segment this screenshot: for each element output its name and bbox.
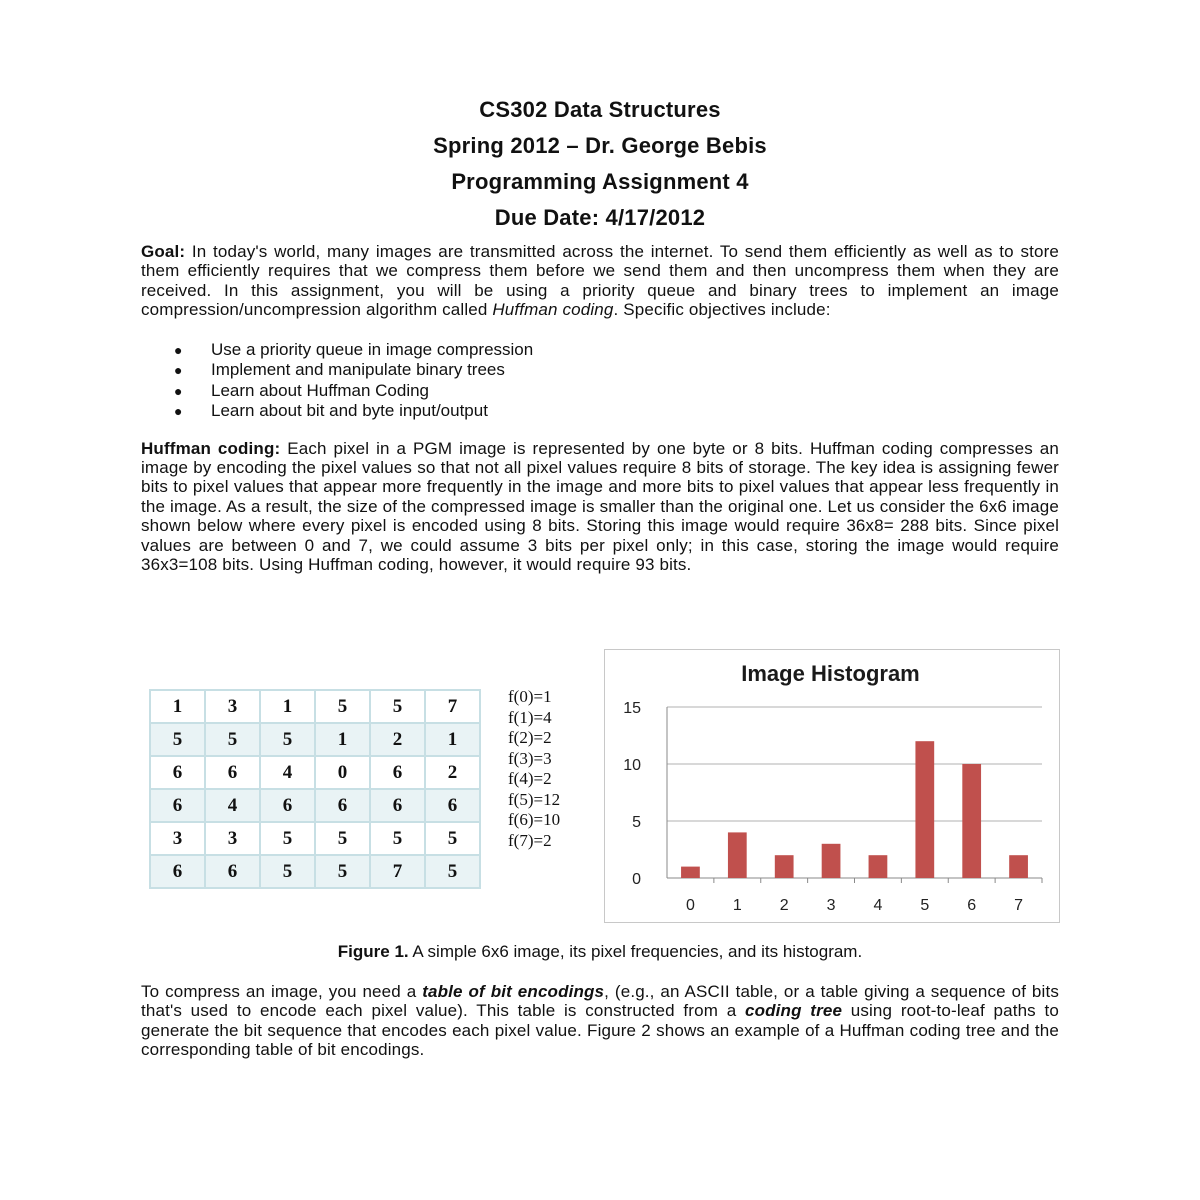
histogram-bar bbox=[775, 855, 794, 878]
grid-cell: 5 bbox=[260, 822, 315, 855]
huffman-paragraph bbox=[141, 439, 1059, 575]
list-item bbox=[141, 381, 1059, 402]
grid-cell: 6 bbox=[205, 756, 260, 789]
grid-cell: 5 bbox=[425, 855, 480, 888]
grid-cell: 1 bbox=[315, 723, 370, 756]
grid-cell: 5 bbox=[315, 822, 370, 855]
histogram-chart bbox=[604, 649, 1060, 923]
grid-cell: 2 bbox=[425, 756, 480, 789]
histogram-bar bbox=[869, 855, 888, 878]
caption-text: A simple 6x6 image, its pixel frequencies, and its histogram. bbox=[408, 942, 863, 961]
goal-text-2: . Specific objectives include: bbox=[613, 300, 831, 320]
encoding-paragraph bbox=[141, 982, 1059, 1060]
grid-cell: 6 bbox=[205, 855, 260, 888]
frequency-item: f(4)=2 bbox=[508, 769, 552, 788]
y-tick-label: 10 bbox=[623, 757, 641, 774]
x-tick-label: 2 bbox=[779, 897, 789, 914]
grid-cell: 6 bbox=[425, 789, 480, 822]
histogram-bar bbox=[1009, 855, 1028, 878]
grid-cell: 7 bbox=[370, 855, 425, 888]
grid-cell: 5 bbox=[315, 855, 370, 888]
figure-1 bbox=[141, 647, 1059, 922]
encoding-term-tree: coding tree bbox=[745, 1001, 843, 1021]
bullet-icon: ● bbox=[174, 382, 183, 399]
list-item bbox=[141, 340, 1059, 361]
term-instructor: Spring 2012 – Dr. George Bebis bbox=[433, 133, 767, 158]
due-date: Due Date: 4/17/2012 bbox=[494, 205, 706, 230]
frequency-item: f(6)=10 bbox=[508, 810, 561, 829]
histogram-bar bbox=[728, 832, 747, 878]
histogram-bar bbox=[962, 764, 981, 878]
caption-label: Figure 1. bbox=[337, 942, 409, 961]
grid-cell: 1 bbox=[425, 723, 480, 756]
encoding-text-1: To compress an image, you need a bbox=[141, 982, 423, 1001]
grid-cell: 5 bbox=[315, 690, 370, 723]
chart-title: Image Histogram bbox=[741, 661, 920, 686]
table-row bbox=[150, 822, 480, 855]
grid-cell: 1 bbox=[150, 690, 205, 723]
list-item bbox=[141, 360, 1059, 381]
grid-cell: 5 bbox=[260, 723, 315, 756]
y-tick-label: 0 bbox=[632, 871, 641, 888]
histogram-bar bbox=[681, 867, 700, 878]
grid-cell: 3 bbox=[205, 822, 260, 855]
grid-cell: 6 bbox=[370, 756, 425, 789]
objective-text: Learn about bit and byte input/output bbox=[211, 401, 488, 421]
assignment-title: Programming Assignment 4 bbox=[451, 169, 749, 194]
figure-caption bbox=[141, 942, 1059, 962]
huffman-label: Huffman coding: bbox=[141, 438, 281, 458]
x-tick-label: 7 bbox=[1014, 897, 1024, 914]
x-tick-label: 1 bbox=[732, 897, 742, 914]
bullet-icon: ● bbox=[174, 362, 183, 379]
grid-cell: 3 bbox=[205, 690, 260, 723]
course-title: CS302 Data Structures bbox=[479, 97, 721, 122]
grid-cell: 6 bbox=[150, 756, 205, 789]
table-row bbox=[150, 789, 480, 822]
bullet-icon: ● bbox=[174, 341, 183, 358]
grid-cell: 6 bbox=[370, 789, 425, 822]
encoding-text-3: using root-to-leaf paths to generate the bit sequence that encodes each pixel value. Figure 2 shows an example of a Huffman coding tree and the corresponding table of bit encodings. bbox=[141, 1001, 1059, 1060]
table-row bbox=[150, 690, 480, 723]
list-item bbox=[141, 401, 1059, 422]
table-row bbox=[150, 723, 480, 756]
histogram-bar bbox=[915, 741, 934, 878]
objectives-list bbox=[141, 340, 1059, 422]
x-tick-label: 5 bbox=[920, 897, 930, 914]
goal-label: Goal: bbox=[141, 242, 186, 261]
grid-cell: 2 bbox=[370, 723, 425, 756]
objective-text: Learn about Huffman Coding bbox=[211, 380, 430, 400]
x-tick-label: 6 bbox=[967, 897, 977, 914]
grid-cell: 4 bbox=[260, 756, 315, 789]
goal-term: Huffman coding bbox=[492, 300, 614, 320]
frequency-list bbox=[508, 687, 560, 851]
table-row bbox=[150, 756, 480, 789]
grid-cell: 3 bbox=[150, 822, 205, 855]
frequency-item: f(0)=1 bbox=[508, 687, 552, 706]
grid-cell: 0 bbox=[315, 756, 370, 789]
grid-cell: 5 bbox=[150, 723, 205, 756]
grid-cell: 6 bbox=[150, 855, 205, 888]
grid-cell: 6 bbox=[315, 789, 370, 822]
objective-text: Implement and manipulate binary trees bbox=[211, 360, 505, 380]
frequency-item: f(7)=2 bbox=[508, 830, 552, 850]
grid-cell: 1 bbox=[260, 690, 315, 723]
grid-cell: 6 bbox=[150, 789, 205, 822]
grid-cell: 7 bbox=[425, 690, 480, 723]
goal-paragraph bbox=[141, 242, 1059, 320]
goal-text-1: In today's world, many images are transmitted across the internet. To send them efficiently as well as to store them efficiently requires that we compress them before we send them and then uncompress them when they are received. In this assignment, you will be using a priority queue and binary trees to implement an image compression/uncompression algorithm called bbox=[141, 242, 1059, 320]
x-tick-label: 3 bbox=[826, 897, 836, 914]
objective-text: Use a priority queue in image compression bbox=[211, 339, 534, 359]
encoding-term-table: table of bit encodings bbox=[422, 982, 605, 1001]
bullet-icon: ● bbox=[174, 403, 183, 420]
grid-cell: 5 bbox=[370, 690, 425, 723]
y-tick-label: 15 bbox=[623, 700, 641, 717]
grid-cell: 5 bbox=[205, 723, 260, 756]
frequency-item: f(2)=2 bbox=[508, 728, 552, 747]
grid-cell: 6 bbox=[260, 789, 315, 822]
image-grid-table bbox=[149, 689, 481, 889]
grid-cell: 5 bbox=[425, 822, 480, 855]
grid-cell: 4 bbox=[205, 789, 260, 822]
frequency-item: f(5)=12 bbox=[508, 789, 561, 809]
x-tick-label: 4 bbox=[873, 897, 883, 914]
frequency-item: f(3)=3 bbox=[508, 748, 552, 768]
huffman-text: Each pixel in a PGM image is represented by one byte or 8 bits. Huffman coding compresses an image by encoding the pixel values so that not all pixel values require 8 bits of storage. The key idea is assigning fewer bits to pixel values that appear more frequently in the image and more bits to pixel values that appear less frequently in the image. As a result, the size of the compressed image is smaller than the original one. Let us consider the 6x6 image shown below where every pixel is encoded using 8 bits. Storing this image would require 36x8= 288 bits. Since pixel values are between 0 and 7, we could assume 3 bits per pixel only; in this case, storing the image would require 36x3=108 bits. Using Huffman coding, however, it would require 93 bits. bbox=[141, 438, 1059, 575]
histogram-svg bbox=[605, 650, 1059, 922]
x-tick-label: 0 bbox=[685, 897, 695, 914]
y-tick-label: 5 bbox=[632, 814, 641, 831]
grid-cell: 5 bbox=[260, 855, 315, 888]
document-page bbox=[141, 92, 1059, 1060]
frequency-item: f(1)=4 bbox=[508, 707, 552, 727]
histogram-bar bbox=[822, 844, 841, 878]
grid-cell: 5 bbox=[370, 822, 425, 855]
encoding-text-2: , (e.g., an ASCII table, or a table giving a sequence of bits that's used to encode each pixel value). This table is constructed from a bbox=[141, 982, 1059, 1021]
table-row bbox=[150, 855, 480, 888]
